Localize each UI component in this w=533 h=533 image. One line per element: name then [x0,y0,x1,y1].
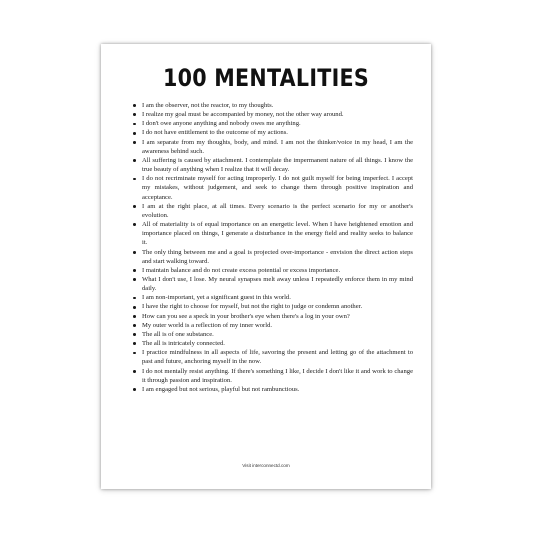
list-item [133,330,413,339]
bullet-icon [133,324,136,327]
list-item [133,119,413,128]
list-item [133,385,413,394]
list-item-text: I am separate from my thoughts, body, and mind. I am not the thinker/voice in my head, I am the awareness behind such. [142,138,413,155]
list-item-text: I maintain balance and do not create excess potential or excess importance. [142,266,341,274]
bullet-icon [133,104,136,107]
list-item-text: How can you see a speck in your brother's eye when there's a log in your own? [142,312,350,320]
bullet-icon [133,306,136,309]
document-title: 100 MENTALITIES [162,64,370,92]
bullet-icon [133,251,136,254]
bullet-icon [133,342,136,345]
list-item-text: I am engaged but not serious, playful but not rambunctious. [142,385,300,393]
list-item-text: I am non-important, yet a significant guest in this world. [142,294,291,302]
list-item-text: I have the right to choose for myself, but not the right to judge or condemn another. [142,303,363,311]
list-item [133,128,413,137]
bullet-icon [133,132,136,135]
bullet-icon [133,223,136,226]
list-item-text: I realize my goal must be accompanied by money, not the other way around. [142,111,344,119]
bullet-icon [133,178,136,181]
bullet-icon [133,388,136,391]
list-item-text: I do not mentally resist anything. If there's something I like, I decide I don't like it and work to change it through passion and inspiration. [142,367,413,384]
list-item [133,321,413,330]
bullet-icon [133,123,136,126]
bullet-icon [133,315,136,318]
list-item-text: I do not have entitlement to the outcome of my actions. [142,129,288,137]
document-page [101,44,431,489]
list-item-text: The all is intricately connected. [142,340,225,348]
bullet-icon [133,269,136,272]
list-item [133,220,413,247]
list-item [133,110,413,119]
list-item-text: I am the observer, not the reactor, to my thoughts. [142,102,274,109]
footer-text: Visit interconnectd.com [242,463,290,468]
list-item [133,248,413,266]
list-item [133,266,413,275]
bullet-icon [133,297,136,300]
bullet-icon [133,278,136,281]
bullet-icon [133,141,136,144]
list-item [133,339,413,348]
list-item [133,275,413,293]
bullet-icon [133,205,136,208]
bullet-icon [133,333,136,336]
list-item [133,101,413,110]
list-item [133,367,413,385]
list-item [133,302,413,311]
list-item [133,156,413,174]
list-item-text: I practice mindfulness in all aspects of life, savoring the present and letting go of the attachment to past and future, anchoring myself in the now. [142,349,413,366]
list-item-text: All of materiality is of equal importance on an energetic level. When I have heightened emotion and importance placed on things, I generate a disturbance in the energy field and reality seeks to balance it. [142,221,413,247]
list-item [133,348,413,366]
list-item [133,174,413,201]
list-item [133,312,413,321]
list-item-text: The all is of one substance. [142,330,214,338]
mentality-list [133,101,413,394]
list-item-text: What I don't use, I lose. My neural synapses melt away unless I repeatedly enforce them in my mind daily. [142,275,413,293]
list-item-text: I am at the right place, at all times. Every scenario is the perfect scenario for my or another's evolution. [142,202,413,219]
list-item-text: The only thing between me and a goal is projected over-importance - envision the direct action steps and start walking toward. [142,248,413,265]
bullet-icon [133,370,136,373]
list-item-text: My outer world is a reflection of my inner world. [142,321,273,329]
bullet-icon [133,352,136,355]
list-item-text: All suffering is caused by attachment. I contemplate the impermanent nature of all things. I know the true beauty of anything when I realize that it will decay. [142,156,413,174]
list-item [133,202,413,220]
bullet-icon [133,159,136,162]
list-item [133,138,413,156]
bullet-icon [133,113,136,116]
list-item-text: I don't owe anyone anything and nobody owes me anything. [142,120,301,128]
list-item-text: I do not recriminate myself for acting improperly. I do not guilt myself for being imperfect. I accept my mistakes, without judgement, and seek to change them through positive inspiration and acceptance. [142,175,413,201]
list-item [133,293,413,302]
